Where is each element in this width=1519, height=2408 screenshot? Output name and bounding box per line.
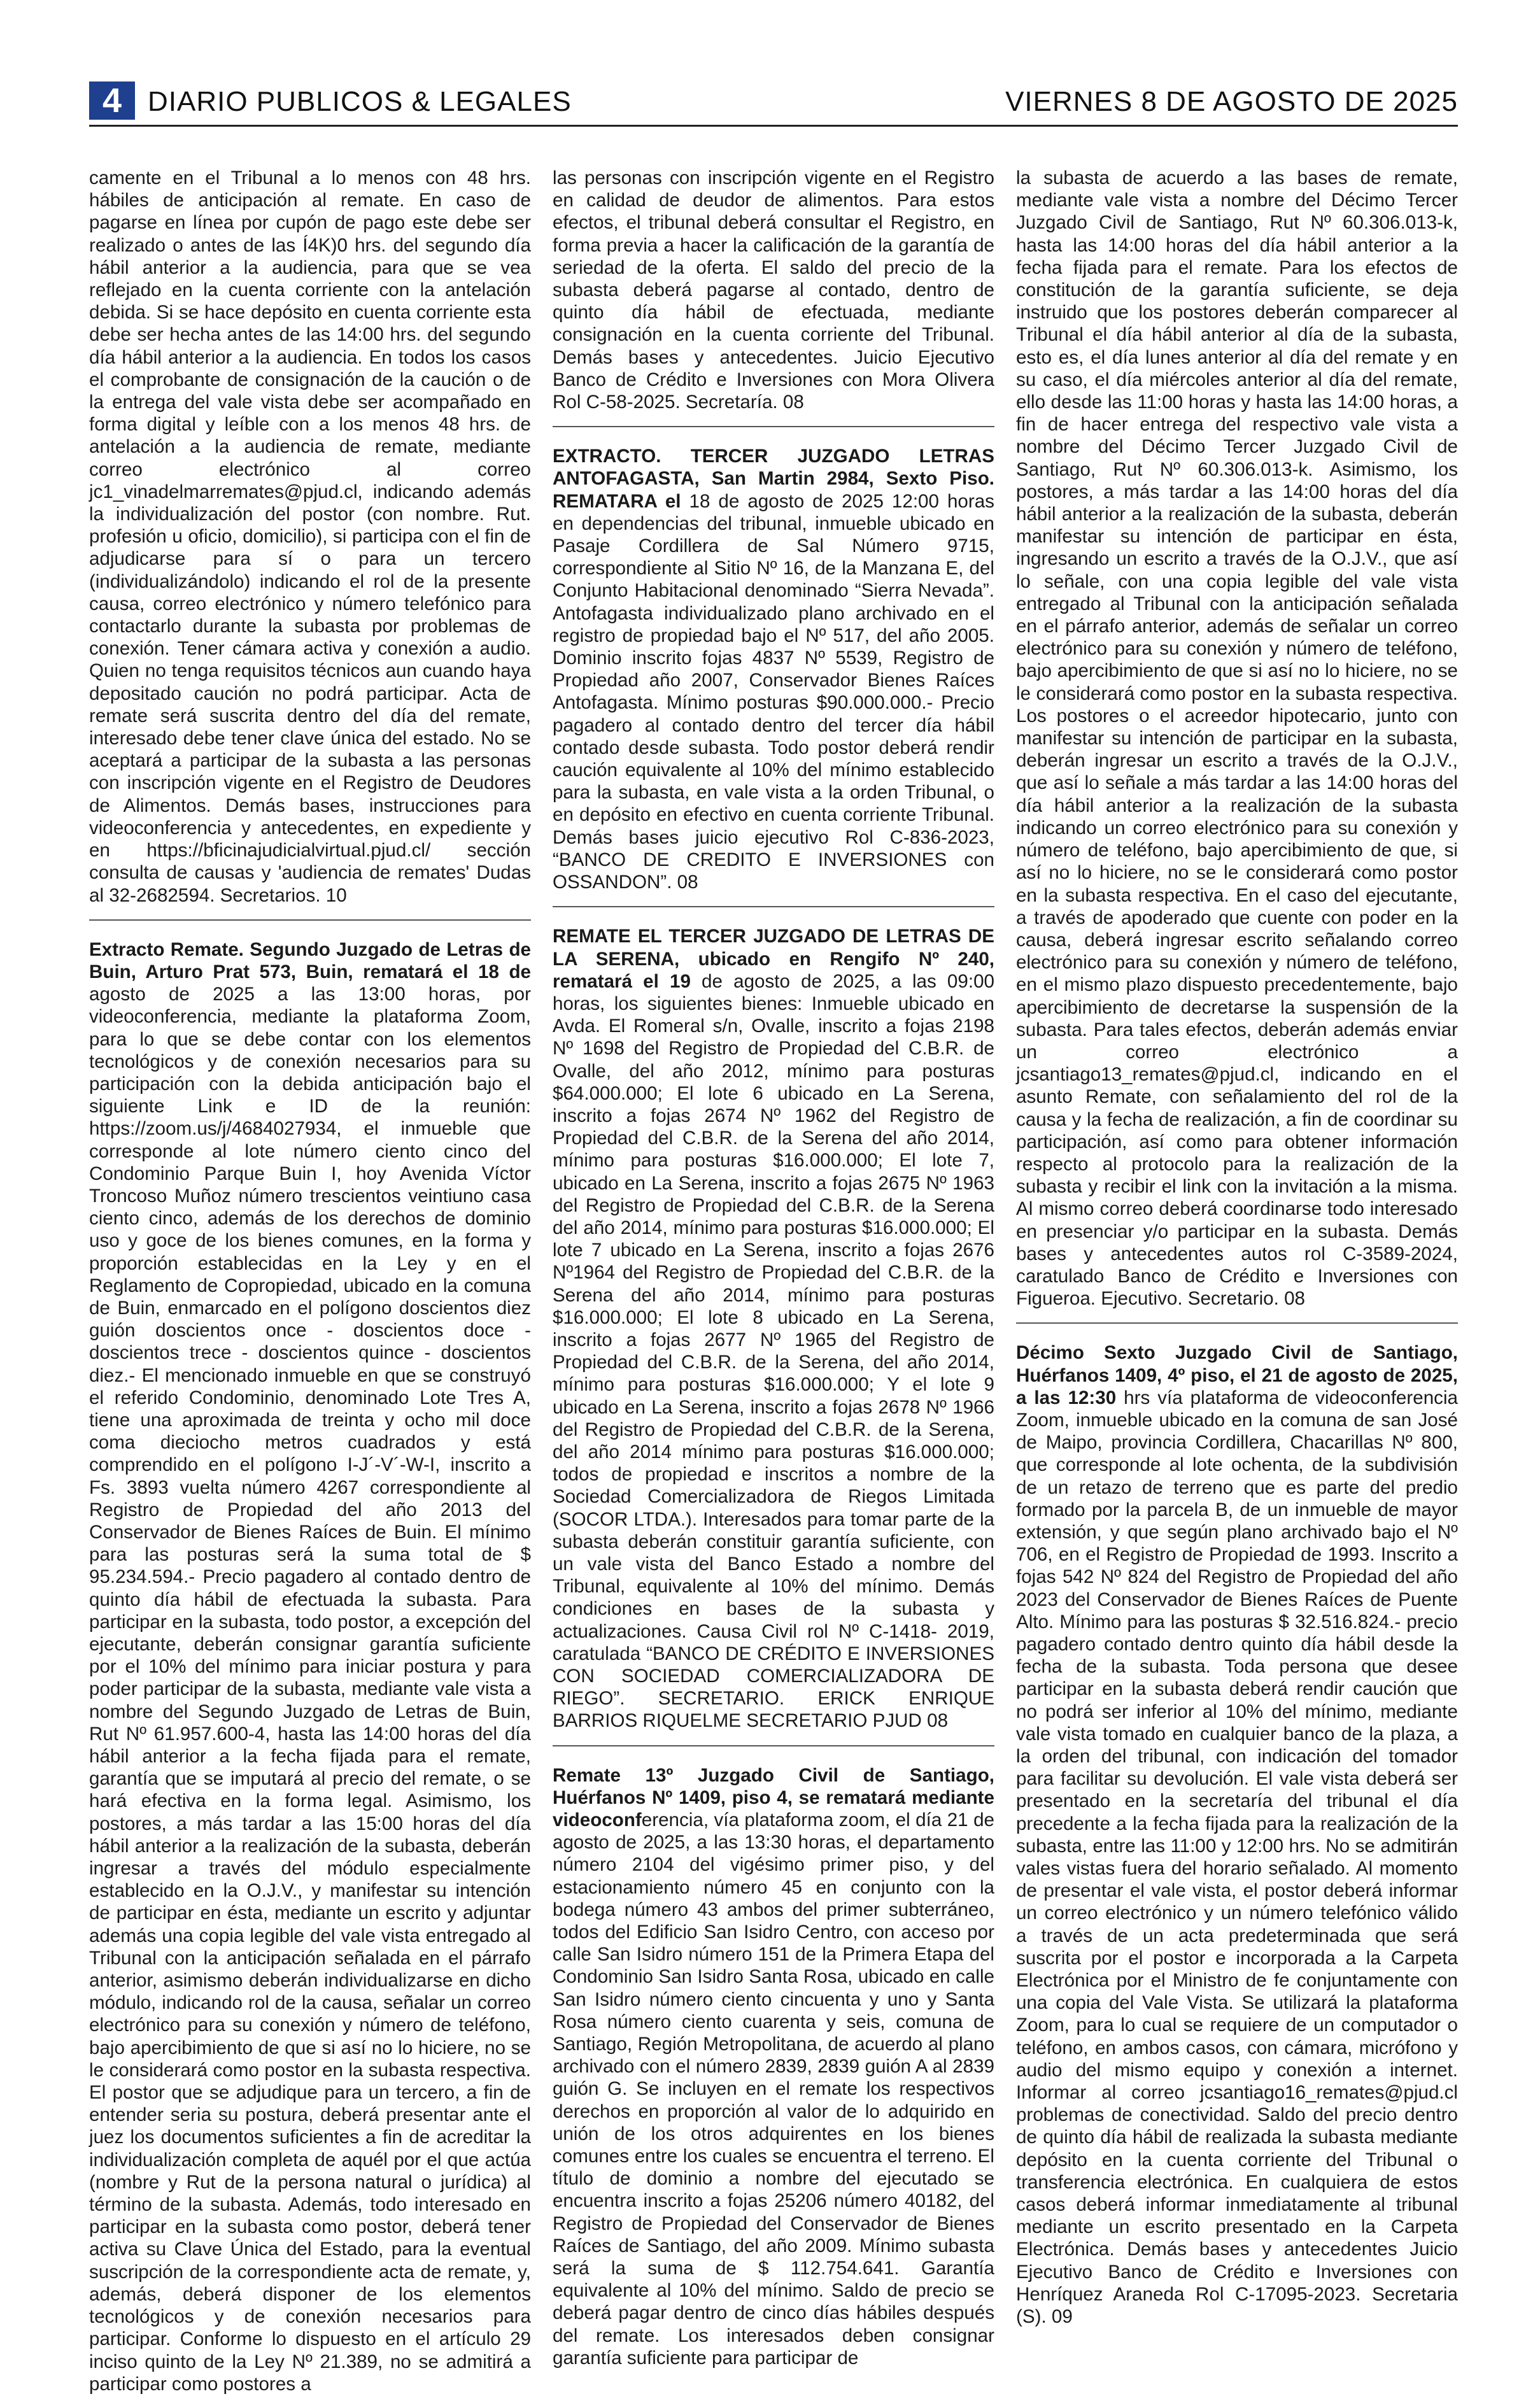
page-header <box>89 81 1458 120</box>
notice-body: camente en el Tribunal a lo menos con 48 hrs. hábiles de anticipación al remate. En caso de pagarse en línea por cupón de pago este debe ser realizado o antes de las Í4K)0 hrs. del segundo día hábil anterior a la audiencia, para que se vea reflejado en la cuenta corriente con la antelación debida. Si se hace depósito en cuenta corriente esta debe ser hecha antes de las 14:00 hrs. del segundo día hábil anterior a la audiencia. En todos los casos el comprobante de consignación de la caución o de la entrega del vale vista debe ser acompañado en forma digital y leíble con a los menos 48 hrs. de antelación a la audiencia de remate, mediante correo electrónico al correo jc1_vinadelmarremates@pjud.cl, indicando además la individualización del postor (con nombre. Rut. profesión u oficio, domicilio), si participa con el fin de adjudicarse para sí o para un tercero (individualizándolo) indicando el rol de la presente causa, correo electrónico y número telefónico para contactarlo durante la subasta por problemas de conexión. Tener cámara activa y conexión a audio. Quien no tenga requisitos técnicos aun cuando haya depositado caución no podrá participar. Acta de remate será suscrita dentro del día del remate, interesado debe tener clave única del estado. No se aceptará a participar de la subasta a las personas con inscripción vigente en el Registro de Deudores de Alimentos. Demás bases, instrucciones para videoconferencia y antecedentes, en expediente y en https://bficinajudicialvirtual.pjud.cl/ sección consulta de causas y 'audiencia de remates' Dudas al 32-2682594. Secretarios. 10 <box>89 167 531 906</box>
notice-body: las personas con inscripción vigente en el Registro en calidad de deudor de alimentos. Para estos efectos, el tribunal deberá consultar el Registro, en forma previa a hacer la calificación de la garantía de seriedad de la oferta. El saldo del precio de la subasta deberá pagarse al contado, dentro de quinto día hábil de efectuada, mediante consignación en la cuenta corriente del Tribunal. Demás bases y antecedentes. Juicio Ejecutivo Banco de Crédito e Inversiones con Mora Olivera Rol C-58-2025. Secretaría. 08 <box>553 167 994 413</box>
notice-lead: REMATE EL TERCER JUZGADO DE LETRAS DE LA SERENA, ubicado en Rengifo Nº 240, rematará el 19 <box>553 926 994 992</box>
notice-lead: Extracto Remate. Segundo Juzgado de Letras de Buin, Arturo Prat 573, Buin, rematará el 18 de <box>89 938 531 982</box>
legal-notice <box>89 938 531 2408</box>
notice-text <box>553 925 994 1732</box>
column-2 <box>553 167 994 2369</box>
notice-lead: EXTRACTO. TERCER JUZGADO LETRAS ANTOFAGASTA, San Martin 2984, Sexto Piso. REMATARA el <box>553 446 994 512</box>
legal-notice <box>553 925 994 1746</box>
legal-notice <box>89 167 531 921</box>
issue-date: VIERNES 8 DE AGOSTO DE 2025 <box>1005 86 1458 117</box>
notice-text <box>553 167 994 413</box>
legal-notice <box>1016 167 1458 1324</box>
column-3 <box>1016 167 1458 2328</box>
column-1 <box>89 167 531 2395</box>
notice-body: 18 de agosto de 2025 12:00 horas en dependencias del tribunal, inmueble ubicado en Pasaje Cordillera de Sal Número 9715, correspondiente al Sitio Nº 16, de la Manzana E, del Conjunto Habitacional denominado “Sierra Nevada”. Antofagasta individualizado plano archivado en el registro de propiedad bajo el Nº 517, del año 2005. Dominio inscrito fojas 4837 Nº 5539, Registro de Propiedad año 2007, Conservador Bienes Raíces Antofagasta. Mínimo posturas $90.000.000.- Precio pagadero al contado dentro del tercer día hábil contado desde subasta. Todo postor deberá rendir caución equivalente al 10% del mínimo establecido para la subasta, en vale vista a la orden Tribunal, o en depósito en efectivo en cuenta corriente Tribunal. Demás bases juicio ejecutivo Rol C-836-2023, “BANCO DE CREDITO E INVERSIONES con OSSANDON”. 08 <box>553 490 994 893</box>
notice-body: la subasta de acuerdo a las bases de remate, mediante vale vista a nombre del Décimo Tercer Juzgado Civil de Santiago, Rut Nº 60.306.013-k, hasta las 14:00 horas del día hábil anterior a la fecha fijada para el remate. Para los efectos de constitución de la garantía suficiente, se deja instruido que los postores deberán comparecer al Tribunal el día hábil anterior al día de la subasta, esto es, el día lunes anterior al día del remate y en su caso, el día miércoles anterior al día del remate, ello desde las 11:00 horas y hasta las 14:00 horas, a fin de hacer entrega del respectivo vale vista a nombre del Décimo Tercer Juzgado Civil de Santiago, Rut Nº 60.306.013-k. Asimismo, los postores, a más tardar a las 14:00 horas del día hábil anterior a la realización de la subasta, deberán manifestar su intención de participar en ésta, ingresando un escrito a través de la O.J.V., que así lo señale, con una copia legible del vale vista entregado al Tribunal con la anticipación señalada en el párrafo anterior, además de señalar un correo electrónico para su conexión y número de teléfono, bajo apercibimiento de que si así no lo hiciere, no se le considerará como postor en la subasta respectiva. Los postores o el acreedor hipotecario, junto con manifestar su intención de participar en la subasta, deberán ingresar un escrito a través de la O.J.V., que así lo señale a más tardar a las 14:00 horas del día hábil anterior a la realización de la subasta indicando un correo electrónico para su conexión y número de teléfono, bajo apercibimiento de que, si así no lo hiciere, no se le considerará como postor en la subasta respectiva. En el caso del ejecutante, a través de apoderado que cuente con poder en la causa, deberá ingresar escrito señalando correo electrónico para su conexión y número de teléfono, en el mismo plazo dispuesto precedentemente, bajo apercibimiento de decretarse la suspensión de la subasta. Para tales efectos, deberán además enviar un correo electrónico a jcsantiago13_remates@pjud.cl, indicando en el asunto Remate, con señalamiento del rol de la causa y la fecha de realización, a fin de coordinar su participación, así como para obtener información respecto al protocolo para la realización de la subasta y recibir el link con la invitación a la misma. Al mismo correo deberá coordinarse todo interesado en presenciar y/o participar en la subasta. Demás bases y antecedentes autos rol C-3589-2024, caratulado Banco de Crédito e Inversiones con Figueroa. Ejecutivo. Secretario. 08 <box>1016 167 1458 1310</box>
notice-text <box>89 938 531 2395</box>
notice-body: agosto de 2025 a las 13:00 horas, por videoconferencia, mediante la plataforma Zoom, para lo que se debe contar con los elementos tecnológicos y de conexión necesarios para su participación con la debida anticipación bajo el siguiente Link e ID de la reunión: https://zoom.us/j/4684027934, el inmueble que corresponde al lote número ciento cinco del Condominio Parque Buin I, hoy Avenida Víctor Troncoso Muñoz número trescientos veintiuno casa ciento cinco, además de los derechos de dominio uso y goce de los bienes comunes, en la forma y proporción establecidas en la Ley y en el Reglamento de Copropiedad, ubicado en la comuna de Buin, enmarcado en el polígono doscientos diez guión doscientos once - doscientos doce - doscientos trece - doscientos quince - doscientos diez.- El mencionado inmueble en que se construyó el referido Condominio, denominado Lote Tres A, tiene una aproximada de treinta y ocho mil doce coma dieciocho metros cuadrados y está comprendido en el polígono I-J´-V´-W-I, inscrito a Fs. 3893 vuelta número 4267 correspondiente al Registro de Propiedad del año 2013 del Conservador de Bienes Raíces de Buin. El mínimo para las posturas será la suma total de $ 95.234.594.- Precio pagadero al contado dentro de quinto día hábil de efectuada la subasta. Para participar en la subasta, todo postor, a excepción del ejecutante, deberán consignar garantía suficiente por el 10% del mínimo para iniciar postura y para poder participar de la subasta, mediante vale vista a nombre del Segundo Juzgado de Letras de Buin, Rut Nº 61.957.600-4, hasta las 14:00 horas del día hábil anterior a la fecha fijada para el remate, garantía que se imputará al precio del remate, o se hará efectiva en la forma legal. Asimismo, los postores, a más tardar a las 15:00 horas del día hábil anterior a la realización de la subasta, deberán ingresar a través del módulo especialmente establecido en la O.J.V., y manifestar su intención de participar en ésta, mediante un escrito y adjuntar además una copia legible del vale vista entregado al Tribunal con la anticipación señalada en el párrafo anterior, asimismo deberán individualizarse en dicho módulo, indicando rol de la causa, señalar un correo electrónico para su conexión y número de teléfono, bajo apercibimiento de que si así no lo hiciere, no se le considerará como postor en la subasta respectiva. El postor que se adjudique para un tercero, a fin de entender seria su postura, deberá presentar ante el juez los documentos suficientes a fin de acreditar la individualización completa de aquél por el que actúa (nombre y Rut de la persona natural o jurídica) al término de la subasta. Además, todo interesado en participar en la subasta como postor, deberá tener activa su Clave Única del Estado, para la eventual suscripción de la correspondiente acta de remate, y, además, deberá disponer de los elementos tecnológicos y de conexión necesarios para participar. Conforme lo dispuesto en el artículo 29 inciso quinto de la Ley Nº 21.389, no se admitirá a participar como postores a <box>89 984 531 2395</box>
notice-lead: Décimo Sexto Juzgado Civil de Santiago, Huérfanos 1409, 4º piso, el 21 de agosto de 2025, a las 12:30 <box>1016 1342 1458 1408</box>
notice-text <box>1016 167 1458 1310</box>
legal-notice <box>1016 1342 1458 2341</box>
notice-text <box>1016 1342 1458 2328</box>
legal-notice <box>553 1764 994 2382</box>
notice-lead: Remate 13º Juzgado Civil de Santiago, Huérfanos Nº 1409, piso 4, se rematará mediante videoconf <box>553 1764 994 1831</box>
section-title: DIARIO PUBLICOS & LEGALES <box>148 86 572 117</box>
notice-text <box>89 167 531 907</box>
notice-text <box>553 1764 994 2369</box>
notice-body: hrs vía plataforma de videoconferencia Zoom, inmueble ubicado en la comuna de san José de Maipo, provincia Cordillera, Chacarillas Nº 800, que corresponde al lote ochenta, de la subdivisión de un retazo de terreno que es parte del predio formado por la parcela B, de un inmueble de mayor extensión, y que según plano archivado bajo el Nº 706, en el Registro de Propiedad de 1993. Inscrito a fojas 542 Nº 824 del Registro de Propiedad del año 2023 del Conservador de Bienes Raíces de Puente Alto. Mínimo para las posturas $ 32.516.824.- precio pagadero contado dentro quinto día hábil desde la fecha de la subasta. Toda persona que desee participar en la subasta deberá rendir caución que no podrá ser inferior al 10% del mínimo, mediante vale vista tomado en cualquier banco de la plaza, a la orden del tribunal, con indicación del tomador para facilitar su devolución. El vale vista deberá ser presentado en la secretaría del tribunal el día precedente a la fecha fijada para la realización de la subasta, entre las 11:00 y 12:00 hrs. No se admitirán vales vistas fuera del horario señalado. Al momento de presentar el vale vista, el postor deberá informar un correo electrónico y un número telefónico válido a través de un acta predeterminada que será suscrita por el postor e incorporada a la Carpeta Electrónica por el Ministro de fe conjuntamente con una copia del Vale Vista. Se utilizará la plataforma Zoom, para lo cual se requiere de un computador o teléfono, en ambos casos, con cámara, micrófono y audio del mismo equipo y conexión a internet. Informar al correo jcsantiago16_remates@pjud.cl problemas de conectividad. Saldo del precio dentro de quinto día hábil de realizada la subasta mediante depósito en la cuenta corriente del Tribunal o transferencia electrónica. En cualquiera de estos casos deberá informar inmediatamente al tribunal mediante un escrito presentado en la Carpeta Electrónica. Demás bases y antecedentes Juicio Ejecutivo Banco de Crédito e Inversiones con Henríquez Araneda Rol C-17095-2023. Secretaria (S). 09 <box>1016 1387 1458 2328</box>
legal-notice <box>553 167 994 427</box>
header-rule <box>89 125 1458 127</box>
page-number: 4 <box>89 81 135 120</box>
notice-body: erencia, vía plataforma zoom, el día 21 de agosto de 2025, a las 13:30 horas, el departamento número 2104 del vigésimo primer piso, y del estacionamiento número 45 en conjunto con la bodega número 43 ambos del primer subterráneo, todos del Edificio San Isidro Centro, con acceso por calle San Isidro número 151 de la Primera Etapa del Condominio San Isidro Santa Rosa, ubicado en calle San Isidro número ciento cincuenta y uno y Santa Rosa número ciento cuarenta y seis, comuna de Santiago, Región Metropolitana, de acuerdo al plano archivado con el número 2839, 2839 guión A al 2839 guión G. Se incluyen en el remate los respectivos derechos en proporción al valor de lo adquirido en unión de los otros adquirentes en los bienes comunes entre los cuales se encuentra el terreno. El título de dominio a nombre del ejecutado se encuentra inscrito a fojas 25206 número 40182, del Registro de Propiedad del Conservador de Bienes Raíces de Santiago, del año 2009. Mínimo subasta será la suma de $ 112.754.641. Garantía equivalente al 10% del mínimo. Saldo de precio se deberá pagar dentro de cinco días hábiles después del remate. Los interesados deben consignar garantía suficiente para participar de <box>553 1810 994 2369</box>
notice-text <box>553 445 994 893</box>
notice-body: de agosto de 2025, a las 09:00 horas, los siguientes bienes: Inmueble ubicado en Avda. El Romeral s/n, Ovalle, inscrito a fojas 2198 Nº 1698 del Registro de Propiedad del C.B.R. de Ovalle, del año 2012, mínimo para posturas $64.000.000; El lote 6 ubicado en La Serena, inscrito a fojas 2674 Nº 1962 del Registro de Propiedad del C.B.R. de la Serena del año 2014, mínimo para posturas $16.000.000; El lote 7, ubicado en La Serena, inscrito a fojas 2675 Nº 1963 del Registro de Propiedad del C.B.R. de la Serena del año 2014, mínimo para posturas $16.000.000; El lote 7 ubicado en La Serena, inscrito a fojas 2676 Nº1964 del Registro de Propiedad del C.B.R. de la Serena del año 2014, mínimo para posturas $16.000.000; El lote 8 ubicado en La Serena, inscrito a fojas 2677 Nº 1965 del Registro de Propiedad del C.B.R. de la Serena, del año 2014, mínimo para posturas $16.000.000; Y el lote 9 ubicado en La Serena, inscrito a fojas 2678 Nº 1966 del Registro de Propiedad del C.B.R. de la Serena, del año 2014 mínimo para posturas $16.000.000; todos de propiedad e inscritos a nombre de la Sociedad Comercializadora de Riegos Limitada (SOCOR LTDA.). Interesados para tomar parte de la subasta deberán constituir garantía suficiente, con un vale vista del Banco Estado a nombre del Tribunal, equivalente al 10% del mínimo. Demás condiciones en bases de la subasta y actualizaciones. Causa Civil rol Nº C-1418- 2019, caratulada “BANCO DE CRÉDITO E INVERSIONES CON SOCIEDAD COMERCIALIZADORA DE RIEGO”. SECRETARIO. ERICK ENRIQUE BARRIOS RIQUELME SECRETARIO PJUD 08 <box>553 970 994 1732</box>
legal-notice <box>553 445 994 907</box>
